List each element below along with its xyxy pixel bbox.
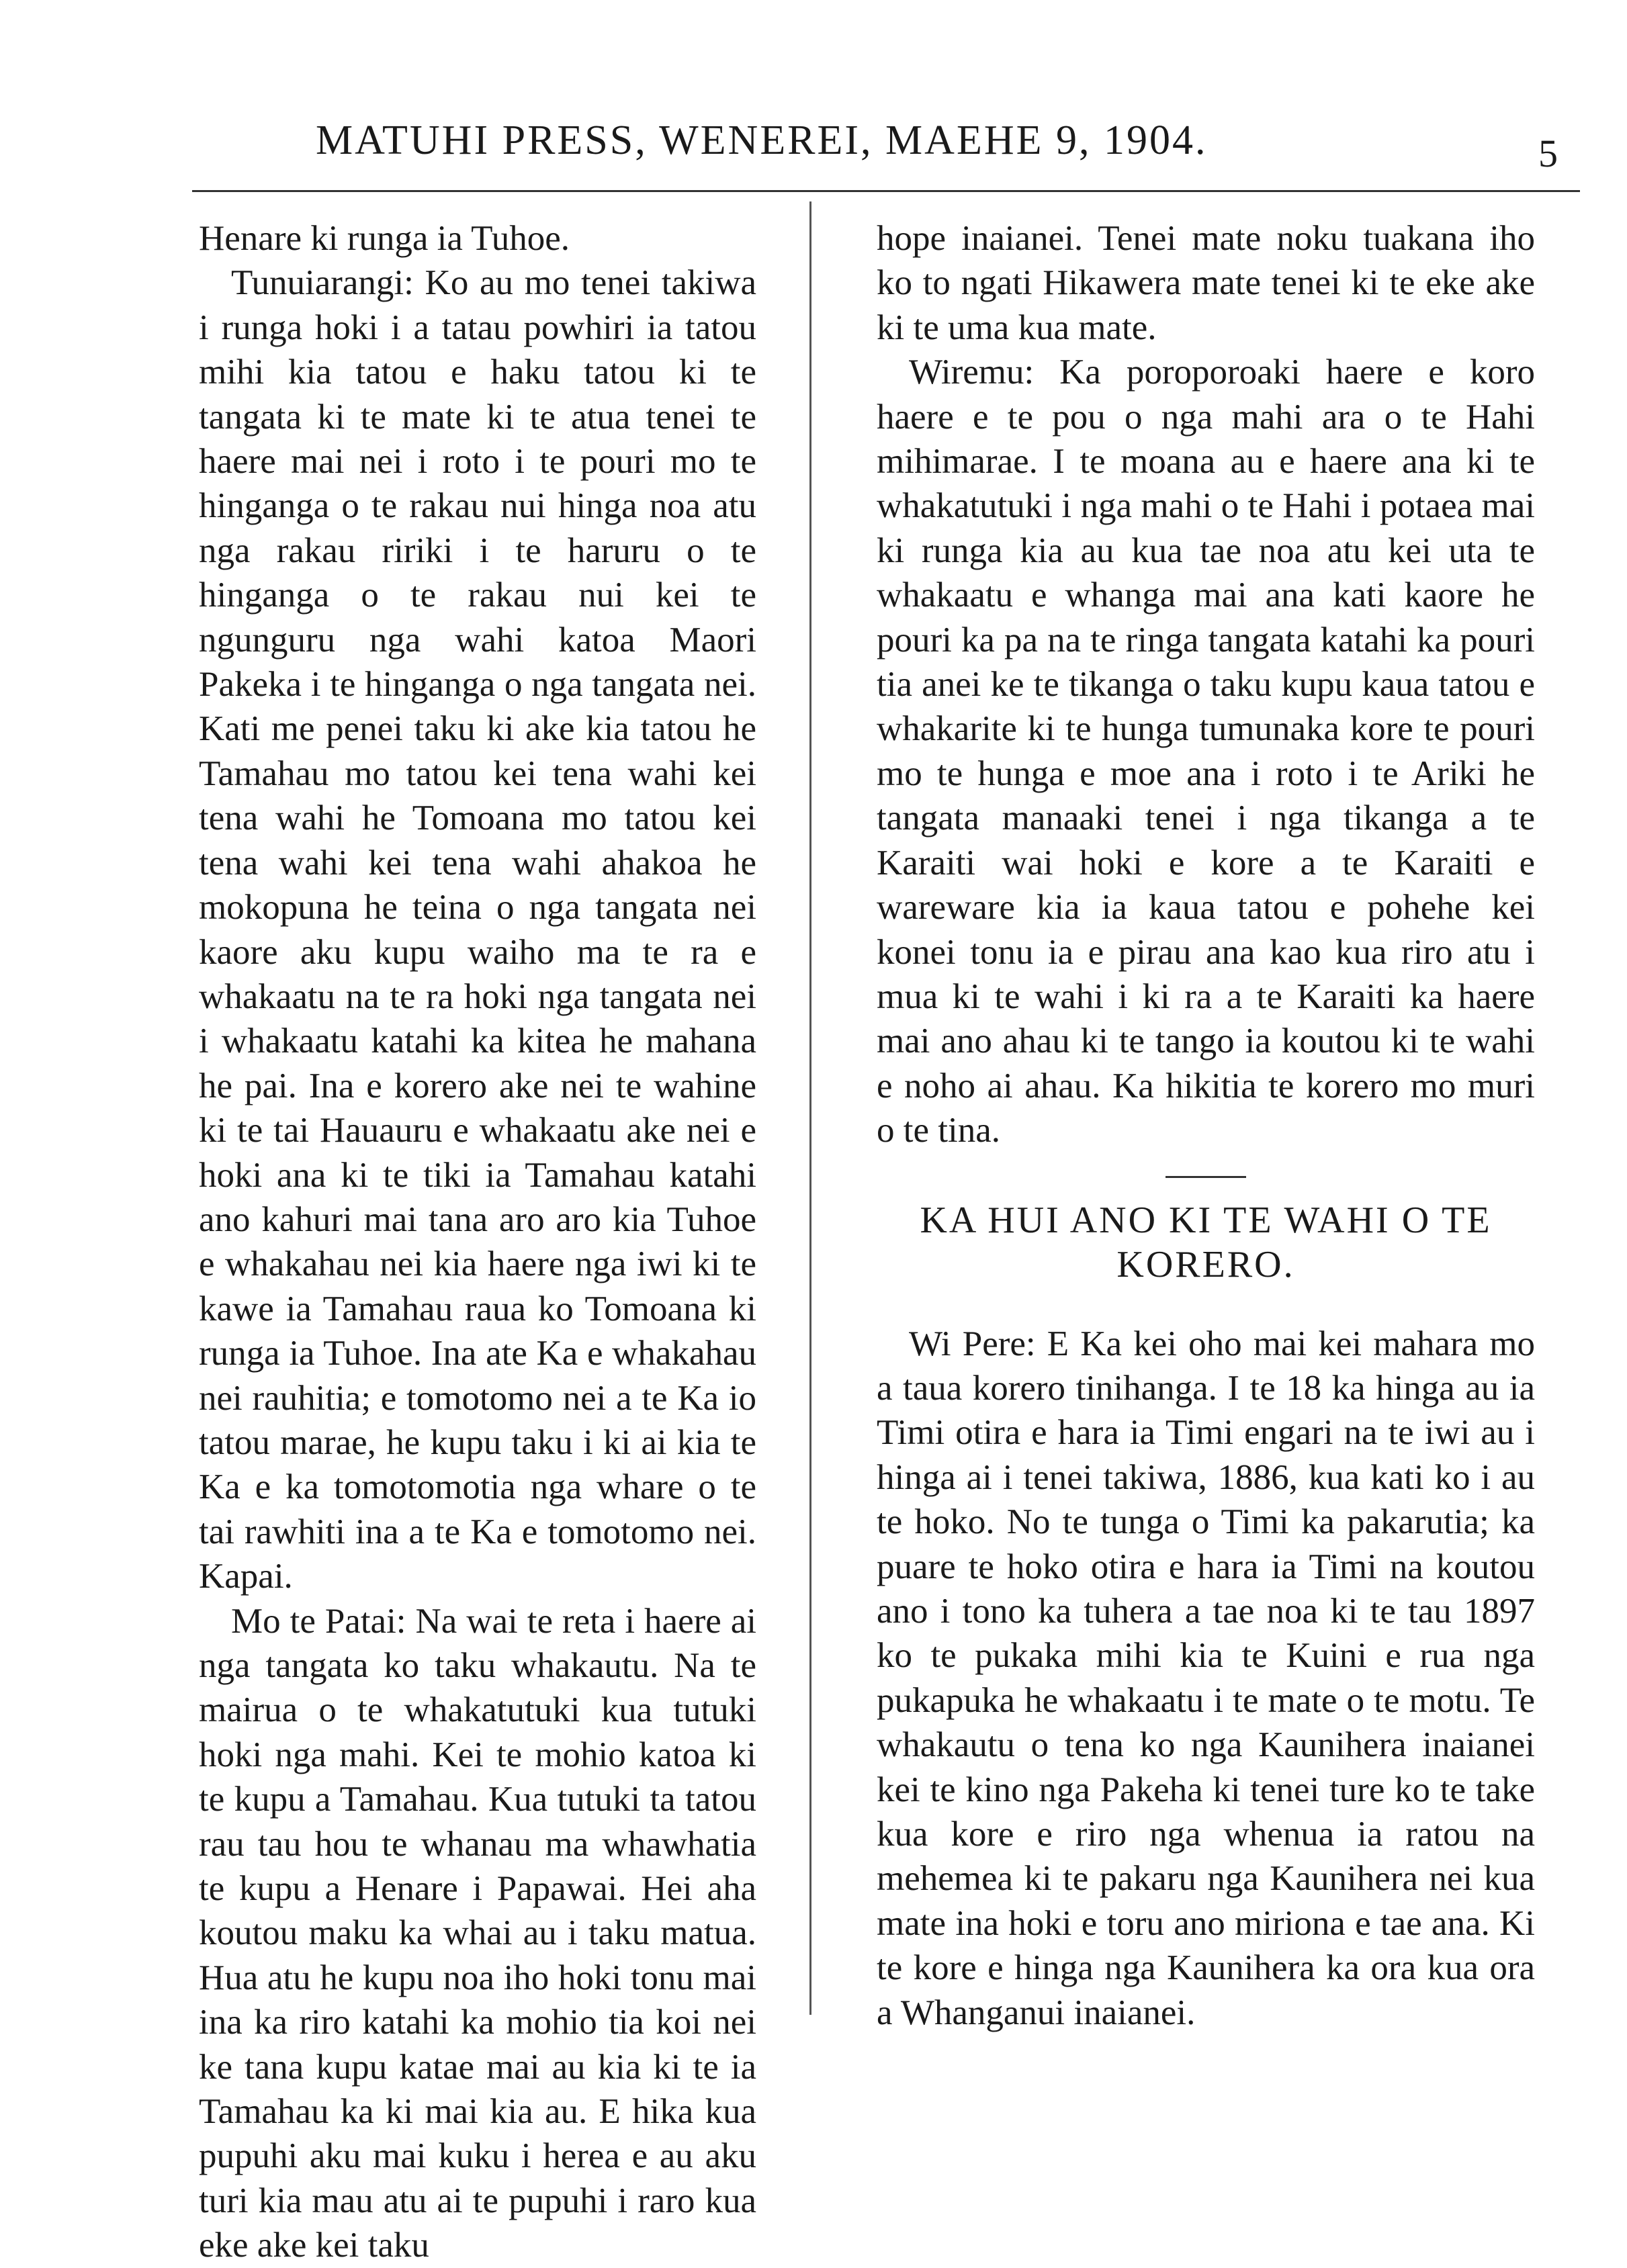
column-divider bbox=[809, 201, 811, 2015]
right-paragraph-2: Wiremu: Ka poroporoaki haere e koro haere e te pou o nga mahi ara o te Hahi mihimarae. I te moana au e haere ana ki te whakatutuki i nga mahi o te Hahi i potaea mai ki runga kia au kua tae noa atu kei uta te whakaatu e whanga mai ana kati kaore he pouri ka pa na te ringa tangata katahi ka pouri tia anei ke te tikanga o taku kupu kaua tatou e whakarite ki te hunga tumunaka kore te pouri mo te hunga e moe ana i roto i te Ariki he tangata manaaki tenei i nga tikanga a te Karaiti wai hoki e kore a te Karaiti e wareware kia ia kaua tatou e pohehe kei konei tonu ia e pirau ana kao kua riro atu i mua ki te wahi i ki ra a te Karaiti ka haere mai ano ahau ki te tango ia koutou ki te wahi e noho ai ahau. Ka hikitia te korero mo muri o te tina. bbox=[877, 353, 1535, 1150]
left-paragraph-1: Henare ki runga ia Tuhoe. bbox=[199, 219, 570, 258]
header-rule bbox=[192, 190, 1580, 192]
section-separator bbox=[1166, 1176, 1246, 1178]
left-paragraph-3: Mo te Patai: Na wai te reta i haere ai nga tangata ko taku whakautu. Na te mairua o te whakatutuki kua tutuki hoki nga mahi. Kei te mohio katoa ki te kupu a Tamahau. Kua tutuki ta tatou rau tau hou te whanau ma whawhatia te kupu a Henare i Papawai. Hei aha koutou maku ka whai au i taku matua. Hua atu he kupu noa iho hoki tonu mai ina ka riro katahi ka mohio tia koi nei ke tana kupu katae mai au kia ki te ia Tamahau ka ki mai kia au. E hika kua pupuhi aku mai kuku i herea e au aku turi kia mau atu ai te pupuhi i raro kua eke ake kei taku bbox=[199, 1601, 756, 2265]
left-paragraph-2: Tunuiarangi: Ko au mo tenei takiwa i runga hoki i a tatau powhiri ia tatou mihi kia tatou e haku tatou ki te tangata ki te mate ki te atua tenei te haere mai nei i roto i te pouri mo te hinganga o te rakau nui hinga noa atu nga rakau ririki i te haruru o te hinganga o te rakau nui kei te ngunguru nga wahi katoa Maori Pakeka i te hinganga o nga tangata nei. Kati me penei taku ki ake kia tatou he Tamahau mo tatou kei tena wahi kei tena wahi he Tomoana mo tatou kei tena wahi kei tena wahi ahakoa he mokopuna he teina o nga tangata nei kaore aku kupu waiho ma te ra e whakaatu na te ra hoki nga tangata nei i whakaatu katahi ka kitea he mahana he pai. Ina e korero ake nei te wahine ki te tai Hauauru e whakaatu ake nei e hoki ana ki te tiki ia Tamahau katahi ano kahuri mai tana aro aro kia Tuhoe e whakahau nei kia haere nga iwi ki te kawe ia Tamahau raua ko Tomoana ki runga ia Tuhoe. Ina ate Ka e whakahau nei rauhitia; e tomotomo nei a te Ka io tatou marae, he kupu taku i ki ai kia te Ka e ka tomotomotia nga whare o te tai rawhiti ina a te Ka e tomotomo nei. Kapai. bbox=[199, 263, 756, 1596]
left-column bbox=[199, 216, 756, 2268]
page-masthead: MATUHI PRESS, WENEREI, MAEHE 9, 1904. bbox=[316, 118, 1208, 163]
section-heading: KA HUI ANO KI TE WAHI O TE KORERO. bbox=[920, 1199, 1492, 1285]
right-paragraph-3: Wi Pere: E Ka kei oho mai kei mahara mo a taua korero tinihanga. I te 18 ka hinga au ia Timi otira e hara ia Timi engari na te iwi au i hinga ai i tenei takiwa, 1886, kua kati ko i au te hoko. No te tunga o Timi ka pakarutia; ka puare te hoko otira e hara ia Timi na koutou ano i tono ka tuhera a tae noa ki te tau 1897 ko te pukaka mihi kia te Kuini e rua nga pukapuka he whakaatu i te mate o te motu. Te whakautu o tena ko nga Kaunihera inaianei kei te kino nga Pakeha ki tenei ture ko te take kua kore e riro nga whenua ia ratou na mehemea ki te pakaru nga Kaunihera nei kua mate ina hoki e toru ano miriona e tae ana. Ki te kore e hinga nga Kaunihera ka ora kua ora a Whanganui inaianei. bbox=[877, 1324, 1535, 2032]
right-paragraph-1: hope inaianei. Tenei mate noku tuakana iho ko to ngati Hikawera mate tenei ki te eke ake ki te uma kua mate. bbox=[877, 219, 1535, 347]
right-column bbox=[877, 216, 1535, 2035]
page-number: 5 bbox=[1538, 132, 1558, 175]
